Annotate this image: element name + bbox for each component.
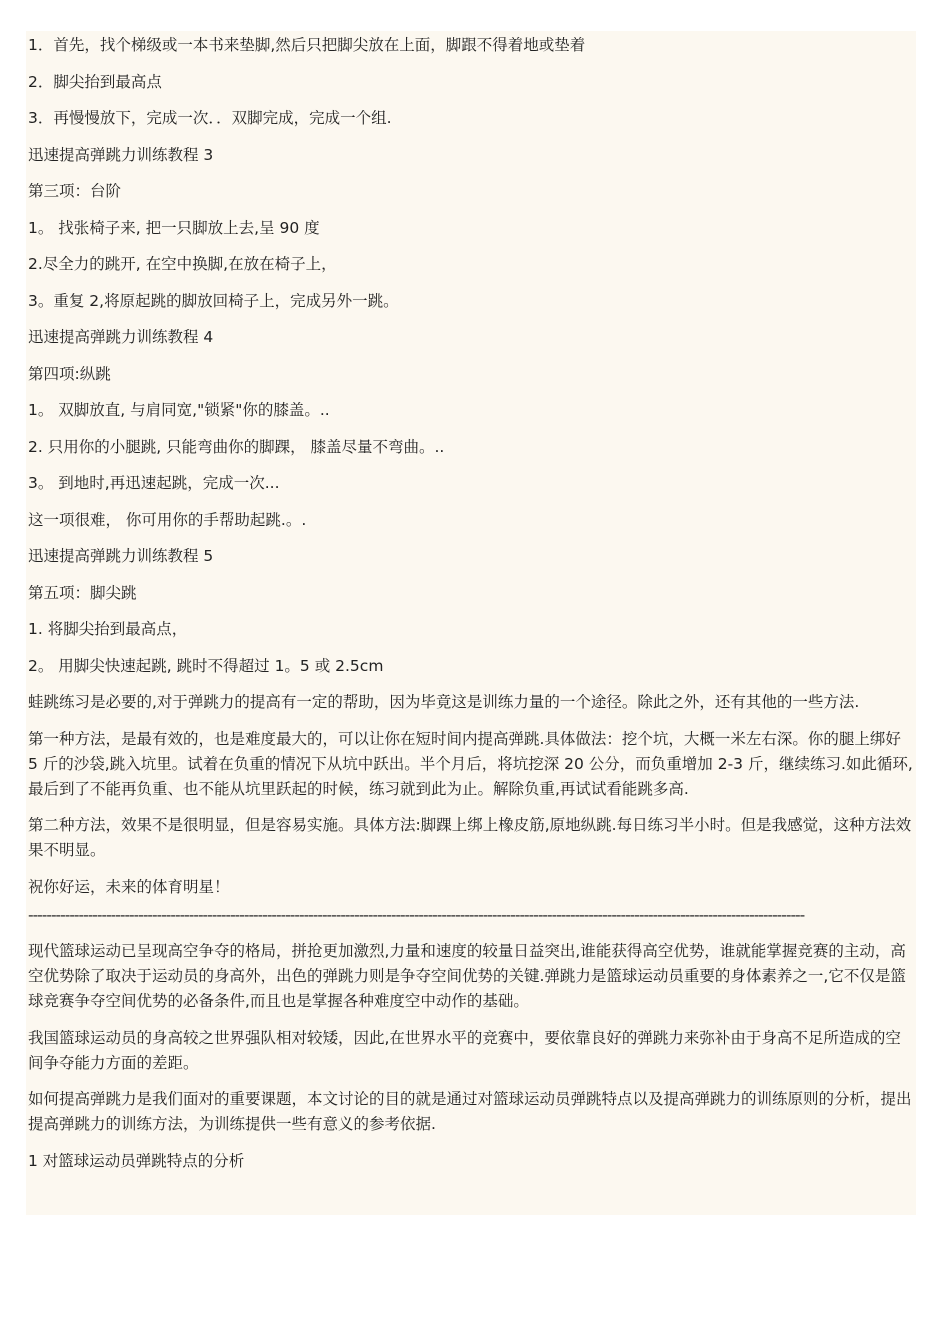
paragraph: 第一种方法，是最有效的，也是难度最大的，可以让你在短时间内提高弹跳.具体做法：挖个坑，大概一米左右深。你的腿上绑好 5 斤的沙袋,跳入坑里。试着在负重的情况下从坑中跃出。半个月后，将坑挖深 20 公分，而负重增加 2-3 斤，继续练习.如此循环,最后到了不能再负重、也不能从坑里跃起的时候，练习就到此为止。解除负重,再试试看能跳多高. <box>28 729 913 798</box>
section-heading: 1 对篮球运动员弹跳特点的分析 <box>28 1151 245 1170</box>
paragraph: 3。重复 2,将原起跳的脚放回椅子上，完成另外一跳。 <box>28 291 399 310</box>
paragraph: 第二种方法，效果不是很明显，但是容易实施。具体方法:脚踝上绑上橡皮筋,原地纵跳.每日练习半小时。但是我感觉，这种方法效果不明显。 <box>28 816 912 859</box>
subsection-heading: 第三项：台阶 <box>28 182 122 200</box>
paragraph: 3．再慢慢放下，完成一次．．双脚完成，完成一个组. <box>28 109 392 127</box>
paragraph: 3。 到地时,再迅速起跳，完成一次... <box>28 474 280 492</box>
paragraph: 2. 只用你的小腿跳, 只能弯曲你的脚踝， 膝盖尽量不弯曲。.. <box>28 437 445 456</box>
paragraph: 现代篮球运动已呈现高空争夺的格局，拼抢更加激烈,力量和速度的较量日益突出,谁能获得高空优势，谁就能掌握竞赛的主动，高空优势除了取决于运动员的身高外，出色的弹跳力则是争夺空间优势的关键.弹跳力是篮球运动员重要的身体素养之一,它不仅是篮球竞赛争夺空间优势的必备条件,而且也是掌握各种难度空中动作的基础。 <box>28 942 906 1010</box>
paragraph: 2。 用脚尖快速起跳, 跳时不得超过 1。5 或 2.5cm <box>28 656 384 675</box>
section-heading: 迅速提高弹跳力训练教程 3 <box>28 145 214 164</box>
paragraph: 我国篮球运动员的身高较之世界强队相对较矮，因此,在世界水平的竞赛中，要依靠良好的弹跳力来弥补由于身高不足所造成的空间争夺能力方面的差距。 <box>28 1028 901 1072</box>
paragraph: 蛙跳练习是必要的,对于弹跳力的提高有一定的帮助，因为毕竟这是训练力量的一个途径。除此之外，还有其他的一些方法. <box>28 693 860 711</box>
document-page <box>26 31 916 1215</box>
paragraph: 1．首先，找个梯级或一本书来垫脚,然后只把脚尖放在上面，脚跟不得着地或垫着 <box>28 36 586 54</box>
paragraph: 这一项很难， 你可用你的手帮助起跳.。. <box>28 510 307 529</box>
paragraph: 1. 将脚尖抬到最高点， <box>28 620 188 638</box>
paragraph: 1。 双脚放直, 与肩同宽,"锁紧"你的膝盖。.. <box>28 401 330 419</box>
paragraph: 如何提高弹跳力是我们面对的重要课题，本文讨论的目的就是通过对篮球运动员弹跳特点以及提高弹跳力的训练原则的分析，提出提高弹跳力的训练方法，为训练提供一些有意义的参考依据. <box>28 1090 912 1133</box>
subsection-heading: 第五项：脚尖跳 <box>28 583 137 602</box>
section-heading: 迅速提高弹跳力训练教程 4 <box>28 328 214 346</box>
subsection-heading: 第四项:纵跳 <box>28 364 111 383</box>
paragraph: 1。 找张椅子来, 把一只脚放上去,呈 90 度 <box>28 218 320 237</box>
paragraph: 祝你好运，未来的体育明星！ <box>28 877 230 896</box>
divider-line: ------------------------------------------------------------------------------------------------------------------------------------------------------------------------- <box>28 905 805 924</box>
section-heading: 迅速提高弹跳力训练教程 5 <box>28 547 214 565</box>
paragraph: 2．脚尖抬到最高点 <box>28 72 162 91</box>
paragraph: 2.尽全力的跳开, 在空中换脚,在放在椅子上， <box>28 255 337 273</box>
